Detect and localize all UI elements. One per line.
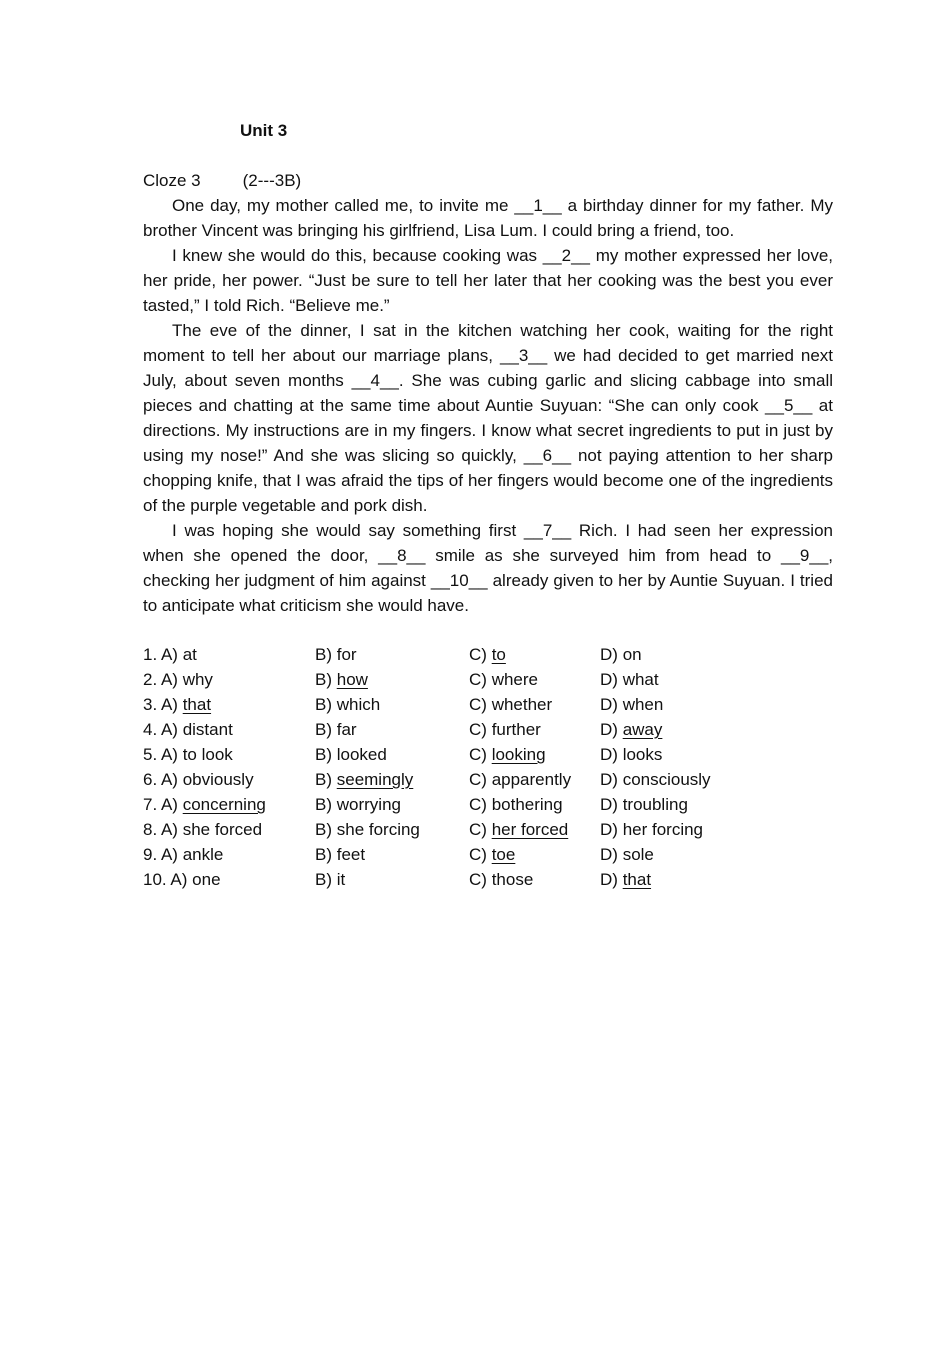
passage-paragraph-4: I was hoping she would say something first __7__ Rich. I had seen her expression when she opened the door, __8__ smile as she surveyed him from head to __9__, checking her judgment of him against __10__ already given to her by Auntie Suyuan. I tried to anticipate what criticism she would have. xyxy=(143,521,833,615)
option-label: D) xyxy=(600,795,618,814)
question-row xyxy=(143,767,763,792)
option-label: B) xyxy=(315,745,332,764)
option-text: one xyxy=(192,870,221,889)
option-a xyxy=(143,842,223,867)
option-label: 6. A) xyxy=(143,770,178,789)
question-row xyxy=(143,667,763,692)
option-label: C) xyxy=(469,745,487,764)
option-text: consciously xyxy=(622,770,711,789)
option-label: C) xyxy=(469,720,487,739)
option-label: B) xyxy=(315,670,332,689)
option-text: she forcing xyxy=(336,820,420,839)
option-c xyxy=(469,717,541,742)
option-b xyxy=(315,667,376,692)
correct-answer-text: away xyxy=(622,720,663,739)
question-row xyxy=(143,717,763,742)
question-row xyxy=(143,842,763,867)
option-d xyxy=(600,867,659,892)
passage-paragraph-3: The eve of the dinner, I sat in the kitchen watching her cook, waiting for the right moment to tell her about our marriage plans, __3__ we had decided to get married next July, about seven months __4__. She was cubing garlic and slicing cabbage into small pieces and chatting at the same time about Auntie Suyuan: “She can only cook __5__ at directions. My instructions are in my fingers. I know what secret ingredients to put in just by using my nose!” And she was slicing so quickly, __6__ not paying attention to her sharp chopping knife, that I was afraid the tips of her fingers would become one of the ingredients of the purple vegetable and pork dish. xyxy=(143,321,833,515)
cloze-code: (2---3B) xyxy=(242,171,302,190)
option-c xyxy=(469,692,552,717)
option-text: which xyxy=(336,695,381,714)
option-label: B) xyxy=(315,795,332,814)
option-b xyxy=(315,817,420,842)
option-label: C) xyxy=(469,795,487,814)
option-b xyxy=(315,642,357,667)
option-label: D) xyxy=(600,745,618,764)
option-label: B) xyxy=(315,870,332,889)
option-label: 8. A) xyxy=(143,820,178,839)
cloze-passage xyxy=(143,193,833,618)
correct-answer-text: that xyxy=(182,695,212,714)
cloze-label: Cloze 3 xyxy=(143,171,201,190)
correct-answer-text: her forced xyxy=(491,820,569,839)
option-c xyxy=(469,867,533,892)
option-a xyxy=(143,717,233,742)
option-label: 7. A) xyxy=(143,795,178,814)
option-label: B) xyxy=(315,645,332,664)
cloze-header xyxy=(143,171,301,191)
option-text: she forced xyxy=(182,820,263,839)
option-label: D) xyxy=(600,720,618,739)
option-text: further xyxy=(491,720,541,739)
option-label: 2. A) xyxy=(143,670,178,689)
option-label: D) xyxy=(600,770,618,789)
option-b xyxy=(315,742,387,767)
option-label: B) xyxy=(315,845,332,864)
option-label: D) xyxy=(600,845,618,864)
option-b xyxy=(315,842,365,867)
option-label: D) xyxy=(600,820,618,839)
option-a xyxy=(143,867,221,892)
option-text: to look xyxy=(182,745,233,764)
option-d xyxy=(600,642,642,667)
option-c xyxy=(469,842,523,867)
option-b xyxy=(315,867,345,892)
option-label: B) xyxy=(315,770,332,789)
option-text: whether xyxy=(491,695,553,714)
option-label: 10. A) xyxy=(143,870,188,889)
option-text: bothering xyxy=(491,795,563,814)
correct-answer-text: concerning xyxy=(182,795,266,814)
option-text: feet xyxy=(336,845,366,864)
option-label: 3. A) xyxy=(143,695,178,714)
correct-answer-text: seemingly xyxy=(336,770,414,789)
option-d xyxy=(600,667,659,692)
option-label: B) xyxy=(315,820,332,839)
option-label: B) xyxy=(315,720,332,739)
option-b xyxy=(315,717,357,742)
option-text: far xyxy=(336,720,357,739)
option-label: C) xyxy=(469,770,487,789)
passage-paragraph-2: I knew she would do this, because cooking was __2__ my mother expressed her love, her pride, her power. “Just be sure to tell her later that her cooking was the best you ever tasted,” I told Rich. “Believe me.” xyxy=(143,246,833,315)
option-text: sole xyxy=(622,845,654,864)
correct-answer-text: toe xyxy=(491,845,516,864)
correct-answer-text: looking xyxy=(491,745,546,764)
option-c xyxy=(469,767,571,792)
option-c xyxy=(469,792,563,817)
option-d xyxy=(600,742,662,767)
option-a xyxy=(143,692,219,717)
option-d xyxy=(600,717,670,742)
option-a xyxy=(143,667,213,692)
question-row xyxy=(143,817,763,842)
unit-title: Unit 3 xyxy=(240,121,288,140)
option-text: troubling xyxy=(622,795,688,814)
option-d xyxy=(600,767,711,792)
option-a xyxy=(143,742,233,767)
option-label: 9. A) xyxy=(143,845,178,864)
correct-answer-text: to xyxy=(491,645,506,664)
question-row xyxy=(143,742,763,767)
option-label: D) xyxy=(600,695,618,714)
option-b xyxy=(315,792,401,817)
option-text: ankle xyxy=(182,845,224,864)
question-row xyxy=(143,692,763,717)
option-label: B) xyxy=(315,695,332,714)
question-row xyxy=(143,642,763,667)
option-text: why xyxy=(182,670,213,689)
passage-paragraph-1: One day, my mother called me, to invite me __1__ a birthday dinner for my father. My brother Vincent was bringing his girlfriend, Lisa Lum. I could bring a friend, too. xyxy=(143,196,833,240)
answer-options xyxy=(143,642,763,892)
option-d xyxy=(600,692,663,717)
option-text: apparently xyxy=(491,770,572,789)
option-text: distant xyxy=(182,720,233,739)
option-text: her forcing xyxy=(622,820,704,839)
option-d xyxy=(600,817,703,842)
option-label: C) xyxy=(469,645,487,664)
option-label: C) xyxy=(469,845,487,864)
option-a xyxy=(143,642,197,667)
correct-answer-text: that xyxy=(622,870,652,889)
option-a xyxy=(143,792,274,817)
question-row xyxy=(143,792,763,817)
option-c xyxy=(469,817,576,842)
option-text: on xyxy=(622,645,642,664)
option-text: looks xyxy=(622,745,663,764)
option-d xyxy=(600,842,654,867)
option-label: C) xyxy=(469,870,487,889)
option-text: for xyxy=(336,645,357,664)
option-text: it xyxy=(336,870,346,889)
question-row xyxy=(143,867,763,892)
option-b xyxy=(315,692,380,717)
option-label: 1. A) xyxy=(143,645,178,664)
correct-answer-text: how xyxy=(336,670,368,689)
option-label: C) xyxy=(469,670,487,689)
option-label: C) xyxy=(469,695,487,714)
option-text: looked xyxy=(336,745,387,764)
option-text: at xyxy=(182,645,197,664)
option-c xyxy=(469,742,554,767)
option-text: those xyxy=(491,870,534,889)
option-label: D) xyxy=(600,870,618,889)
option-text: obviously xyxy=(182,770,254,789)
option-label: C) xyxy=(469,820,487,839)
option-c xyxy=(469,667,538,692)
option-label: D) xyxy=(600,670,618,689)
option-b xyxy=(315,767,421,792)
option-label: 5. A) xyxy=(143,745,178,764)
option-text: when xyxy=(622,695,664,714)
option-label: D) xyxy=(600,645,618,664)
option-a xyxy=(143,767,254,792)
option-text: worrying xyxy=(336,795,401,814)
option-d xyxy=(600,792,688,817)
option-text: what xyxy=(622,670,659,689)
option-text: where xyxy=(491,670,538,689)
option-label: 4. A) xyxy=(143,720,178,739)
option-a xyxy=(143,817,262,842)
option-c xyxy=(469,642,514,667)
